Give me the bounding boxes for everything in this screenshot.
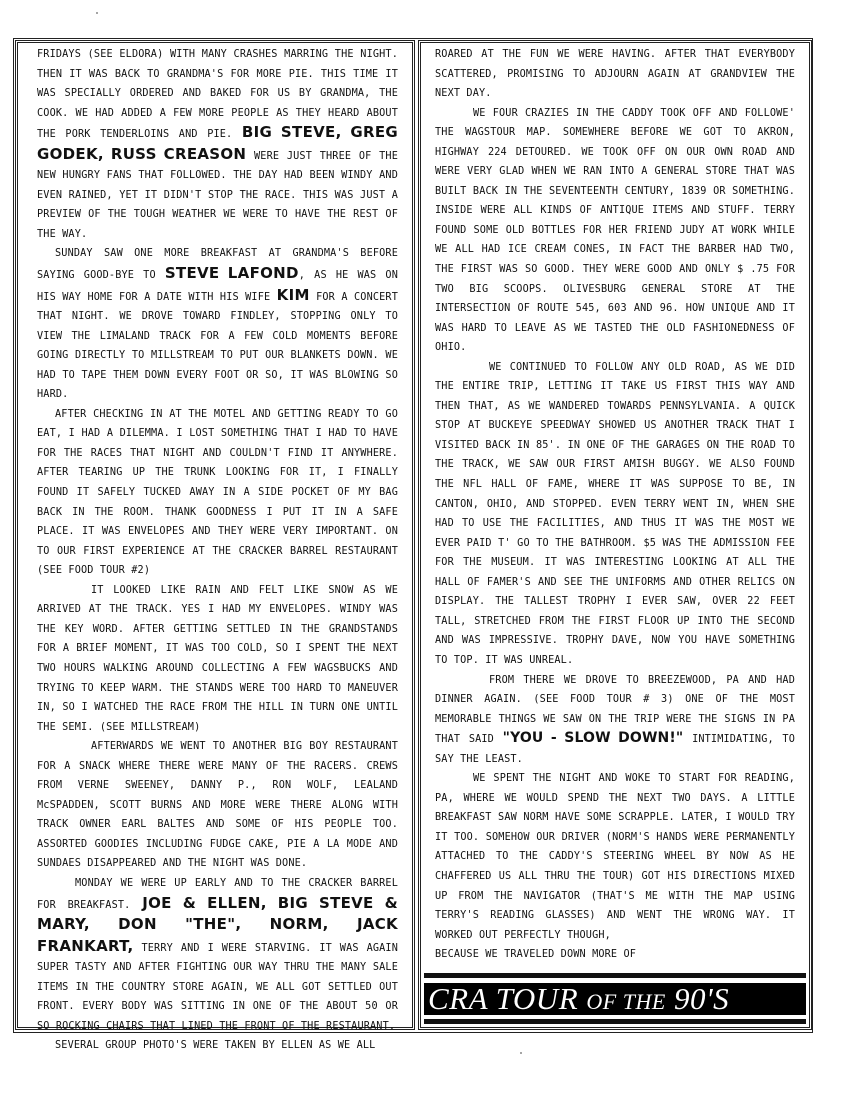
paragraph: AFTER CHECKING IN AT THE MOTEL AND GETTING READY TO GO EAT, I HAD A DILEMMA. I LOST SOMETHING THAT I HAD TO HAVE FOR THE RACES THAT NIGHT AND COULDN'T FIND IT ANYWHERE. AFTER TEARING UP THE TRUNK LOOKING FOR IT, I FINALLY FOUND IT SAFELY TUCKED AWAY IN A SIDE POCKET OF MY BAG BACK IN THE ROOM. THANK GOODNESS I PUT IT IN A SAFE PLACE. IT WAS ENVELOPES AND THEY WERE VERY IMPORTANT. ON TO OUR FIRST EXPERIENCE AT THE CRACKER BARREL RESTAURANT (SEE FOOD TOUR #2) — [37, 408, 398, 577]
left-column-text — [37, 45, 398, 1056]
text-run: MONDAY WE WERE UP EARLY AND TO THE CRACKER BARREL FOR BREAKFAST. — [37, 877, 398, 911]
paragraph: WE CONTINUED TO FOLLOW ANY OLD ROAD, AS WE DID THE ENTIRE TRIP, LETTING IT TAKE US FIRST THIS WAY AND THEN THAT, AS WE WANDERED TOWARDS PENNSYLVANIA. A QUICK STOP AT BUCKEYE SPEEDWAY SHOWED US ANOTHER TRACK THAT I VISITED BACK IN 85'. IN ONE OF THE GARAGES ON THE ROAD TO THE TRACK, WE SAW OUR FIRST AMISH BUGGY. WE ALSO FOUND THE NFL HALL OF FAME, WHERE IT WAS SUPPOSE TO BE, IN CANTON, OHIO, AND STOPPED. EVEN TERRY WENT IN, WHEN SHE HAD TO USE THE FACILITIES, AND THUS IT WAS THE MOST WE EVER PAID T' GO TO THE BATHROOM. $5 WAS THE ADMISSION FEE FOR THE MUSEUM. IT WAS INTERESTING LOOKING AT ALL THE HALL OF FAMER'S AND SEE THE UNIFORMS AND OTHER RELICS ON DISPLAY. THE TALLEST TROPHY I EVER SAW, OVER 22 FEET TALL, STRETCHED FROM THE FIRST FLOOR UP INTO THE SECOND AND WAS IMPRESSIVE. TROPHY DAVE, NOW YOU HAVE SOMETHING TO TOP. IT WAS UNREAL. — [435, 361, 795, 666]
highlighted-names: JOE & ELLEN, BIG STEVE & MARY, DON "THE", NORM, JACK FRANKART, — [37, 893, 398, 955]
text-run: WERE JUST THREE OF THE NEW HUNGRY FANS THAT FOLLOWED. THE DAY HAD BEEN WINDY AND EVEN RAINED, YET IT DIDN'T STOP THE RACE. THIS WAS JUST A PREVIEW OF THE TOUGH WEATHER WE WERE TO HAVE THE REST OF THE WAY. — [37, 150, 398, 240]
right-column-text — [435, 45, 795, 965]
text-run: INTIMIDATING, TO SAY THE LEAST. — [435, 734, 796, 765]
banner-title-part: 90'S — [674, 981, 730, 1016]
scan-speck — [96, 12, 98, 14]
text-run: TERRY AND I WERE STARVING. IT WAS AGAIN SUPER TASTY AND AFTER FIGHTING OUR WAY THRU THE MANY SALE ITEMS IN THE COUNTRY STORE AGAIN, WE ALL GOT SETTLED OUT FRONT. EVERY BODY WAS SITTING IN ONE OF THE ABOUT 50 OR SO ROCKING CHAIRS THAT LINED THE FRONT OF THE RESTAURANT. — [37, 942, 398, 1032]
highlighted-name: STEVE LAFOND — [164, 264, 299, 283]
highlighted-names: BIG STEVE, GREG GODEK, RUSS CREASON — [37, 123, 398, 163]
banner-bottom-rule — [424, 1019, 806, 1024]
paragraph: BECAUSE WE TRAVELED DOWN MORE OF — [435, 949, 637, 961]
text-run: FRIDAYS (SEE ELDORA) WITH MANY CRASHES MARRING THE NIGHT. THEN IT WAS BACK TO GRANDMA'S FOR MORE PIE. THIS TIME IT WAS SPECIALLY ORDERED AND BAKED FOR US BY GRANDMA, THE COOK. WE HAD ADDED A FEW MORE PEOPLE AS THEY HEARD ABOUT THE PORK TENDERLOINS AND PIE. — [37, 49, 398, 141]
banner-top-rule — [424, 973, 806, 978]
text-run: SUNDAY SAW ONE MORE BREAKFAST AT GRANDMA'S BEFORE SAYING GOOD-BYE TO — [37, 248, 398, 282]
paragraph — [37, 45, 398, 244]
highlighted-name: KIM — [276, 285, 310, 304]
paragraph: ROARED AT THE FUN WE WERE HAVING. AFTER THAT EVERYBODY SCATTERED, PROMISING TO ADJOURN AGAIN AT GRANDVIEW THE NEXT DAY. — [435, 49, 795, 100]
text-run: FROM THERE WE DROVE TO BREEZEWOOD, PA AND HAD DINNER AGAIN. (SEE FOOD TOUR # 3) ONE OF THE MOST MEMORABLE THINGS WE SAW ON THE TRIP WERE THE SIGNS IN PA THAT SAID — [435, 674, 795, 746]
paragraph: SEVERAL GROUP PHOTO'S WERE TAKEN BY ELLEN AS WE ALL — [55, 1040, 376, 1052]
banner-title — [424, 983, 806, 1015]
paragraph — [37, 244, 398, 404]
scan-speck — [520, 1052, 522, 1054]
banner-title-part: CRA TOUR — [428, 981, 579, 1016]
right-column — [418, 40, 812, 1030]
left-column — [15, 40, 415, 1052]
tour-banner — [424, 973, 806, 1029]
text-run: , AS HE WAS ON HIS WAY HOME FOR A DATE WITH HIS WIFE — [37, 270, 398, 303]
paragraph: IT LOOKED LIKE RAIN AND FELT LIKE SNOW AS WE ARRIVED AT THE TRACK. YES I HAD MY ENVELOPES. WINDY WAS THE KEY WORD. AFTER GETTING SETTLED IN THE GRANDSTANDS FOR A BRIEF MOMENT, IT WAS TOO COLD, SO I SPENT THE NEXT TWO HOURS WALKING AROUND COLLECTING A FEW WAGSBUCKS AND TRYING TO KEEP WARM. THE STANDS WERE TOO HARD TO MANEUVER IN, SO I WATCHED THE RACE FROM THE HILL IN TURN ONE UNTIL THE SEMI. (SEE MILLSTREAM) — [37, 584, 398, 733]
paragraph: WE SPENT THE NIGHT AND WOKE TO START FOR READING, PA, WHERE WE WOULD SPEND THE NEXT TWO DAYS. A LITTLE BREAKFAST SAW NORM HAVE SOME SCRAPPLE. LATER, I WOULD TRY IT TOO. SOMEHOW OUR DRIVER (NORM'S HANDS WERE PERMANENTLY ATTACHED TO THE CADDY'S STEERING WHEEL BY NOW AS HE CHAFFERED US ALL THRU THE TOUR) GOT HIS DIRECTIONS MIXED UP FROM THE NAVIGATOR (THAT'S ME WITH THE MAP USING TERRY'S READING GLASSES) AND WENT THE WRONG WAY. IT WORKED OUT PERFECTLY THOUGH, — [435, 773, 795, 941]
banner-title-part: OF THE — [586, 989, 666, 1014]
paragraph — [37, 874, 398, 1036]
paragraph: WE FOUR CRAZIES IN THE CADDY TOOK OFF AND FOLLOWE' THE WAGSTOUR MAP. SOMEWHERE BEFORE WE GOT TO AKRON, HIGHWAY 224 DETOURED. WE TOOK OFF ON OUR OWN ROAD AND WERE VERY GLAD WHEN WE RAN INTO A GENERAL STORE THAT WAS BUILT BACK IN THE SEVENTEENTH CENTURY, 1839 OR SOMETHING. INSIDE WERE ALL KINDS OF ANTIQUE ITEMS AND STUFF. TERRY FOUND SOME OLD BOTTLES FOR HER FRIEND JUDY AT WORK WHILE WE ALL HAD ICE CREAM CONES, IN FACT THE BARBER HAD TWO, THE FIRST WAS SO GOOD. THEY WERE GOOD AND ONLY $ .75 FOR TWO BIG SCOOPS. OLIVESBURG GENERAL STORE AT THE INTERSECTION OF ROUTE 545, 603 AND 96. HOW UNIQUE AND IT WAS HARD TO LEAVE AS WE TASTED THE OLD FASHIONEDNESS OF OHIO. — [435, 107, 795, 354]
paragraph: AFTERWARDS WE WENT TO ANOTHER BIG BOY RESTAURANT FOR A SNACK WHERE THERE WERE MANY OF THE RACERS. CREWS FROM VERNE SWEENEY, DANNY P., RON WOLF, LEALAND McSPADDEN, SCOTT BURNS AND MORE WERE THERE ALONG WITH TRACK OWNER EARL BALTES AND SOME OF HIS PEOPLE TOO. ASSORTED GOODIES INCLUDING FUDGE CAKE, PIE A LA MODE AND SUNDAES DISAPPEARED AND THE NIGHT WAS DONE. — [37, 741, 398, 870]
paragraph — [435, 671, 795, 770]
highlighted-sign: "YOU - SLOW DOWN!" — [502, 730, 684, 747]
text-run: FOR A CONCERT THAT NIGHT. WE DROVE TOWARD FINDLEY, STOPPING ONLY TO VIEW THE LIMALAND TRACK FOR A FEW COLD MOMENTS BEFORE GOING DIRECTLY TO MILLSTREAM TO PUT OUR BLANKETS DOWN. WE HAD TO TAPE THEM DOWN EVERY FOOT OR SO, IT WAS BLOWING SO HARD. — [37, 291, 398, 401]
